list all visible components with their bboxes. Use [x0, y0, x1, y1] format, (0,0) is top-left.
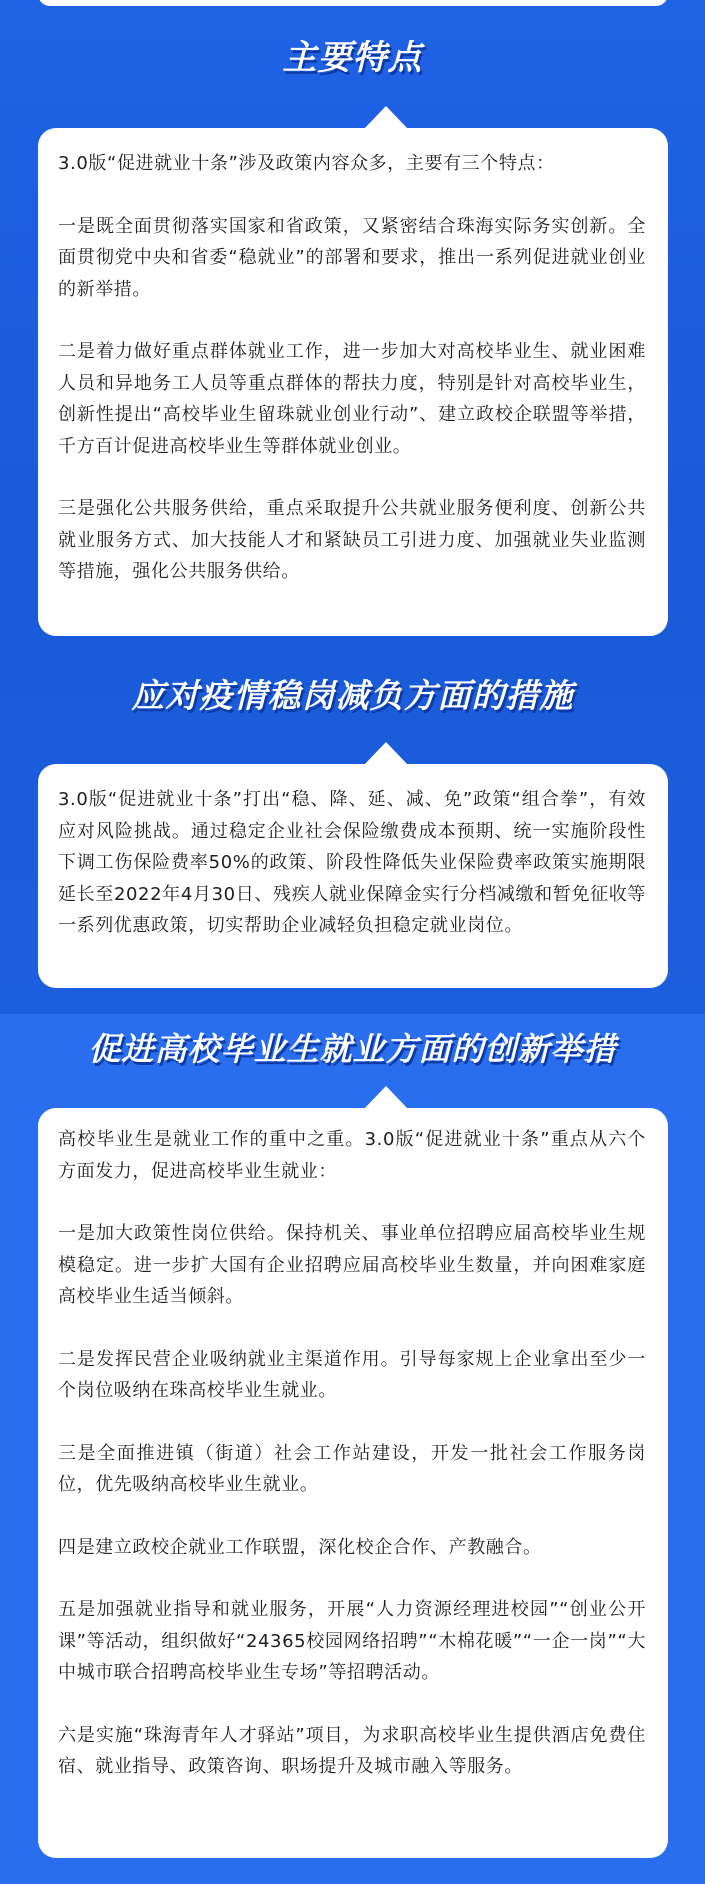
- paragraph: 六是实施“珠海青年人才驿站”项目，为求职高校毕业生提供酒店免费住宿、就业指导、政策咨询、职场提升及城市融入等服务。: [58, 1724, 646, 1777]
- content-card: [38, 1108, 668, 1858]
- paragraph: 五是加强就业指导和就业服务，开展“人力资源经理进校园”“创业公开课”等活动，组织做好“24365校园网络招聘”“木棉花暖”“一企一岗”“大中城市联合招聘高校毕业生专场”等招聘活动。: [58, 1599, 646, 1683]
- paragraph: 二是发挥民营企业吸纳就业主渠道作用。引导每家规上企业拿出至少一个岗位吸纳在珠高校毕业生就业。: [58, 1348, 646, 1401]
- paragraph: 三是强化公共服务供给，重点采取提升公共就业服务便利度、创新公共就业服务方式、加大技能人才和紧缺员工引进力度、加强就业失业监测等措施，强化公共服务供给。: [58, 498, 646, 582]
- paragraph: 三是全面推进镇（街道）社会工作站建设，开发一批社会工作服务岗位，优先吸纳高校毕业生就业。: [58, 1442, 646, 1495]
- paragraph: 3.0版“促进就业十条”涉及政策内容众多，主要有三个特点：: [58, 153, 555, 174]
- section-main-features: [0, 0, 705, 650]
- paragraph: 3.0版“促进就业十条”打出“稳、降、延、减、免”政策“组合拳”，有效应对风险挑战。通过稳定企业社会保险缴费成本预期、统一实施阶段性下调工伤保险费率50%的政策、阶段性降低失业保险费率政策实施期限延长至2022年4月30日、残疾人就业保障金实行分档减缴和暂免征收等一系列优惠政策，切实帮助企业减轻负担稳定就业岗位。: [58, 789, 646, 936]
- paragraph: 一是既全面贯彻落实国家和省政策，又紧密结合珠海实际务实创新。全面贯彻党中央和省委“稳就业”的部署和要求，推出一系列促进就业创业的新举措。: [58, 215, 646, 300]
- paragraph: 高校毕业生是就业工作的重中之重。3.0版“促进就业十条”重点从六个方面发力，促进高校毕业生就业：: [58, 1129, 646, 1182]
- paragraph: 四是建立政校企就业工作联盟，深化校企合作、产教融合。: [58, 1536, 542, 1558]
- section-heading: 促进高校毕业生就业方面的创新举措: [88, 1030, 617, 1068]
- section-heading: 主要特点: [282, 38, 423, 78]
- content-card: [38, 128, 668, 636]
- section-graduate-measures: [0, 1014, 705, 1884]
- card-pointer: [364, 742, 408, 765]
- card-pointer: [364, 1086, 408, 1109]
- section-heading: 应对疫情稳岗减负方面的措施: [131, 676, 574, 715]
- paragraph: 二是着力做好重点群体就业工作，进一步加大对高校毕业生、就业困难人员和异地务工人员等重点群体的帮扶力度，特别是针对高校毕业生，创新性提出“高校毕业生留珠就业创业行动”、建立政校企联盟等举措，千方百计促进高校毕业生等群体就业创业。: [58, 341, 646, 457]
- section-epidemic-measures: [0, 650, 705, 1010]
- content-card: [38, 764, 668, 988]
- paragraph: 一是加大政策性岗位供给。保持机关、事业单位招聘应届高校毕业生规模稳定。进一步扩大国有企业招聘应届高校毕业生数量，并向困难家庭高校毕业生适当倾斜。: [58, 1223, 646, 1307]
- card-pointer: [364, 106, 408, 129]
